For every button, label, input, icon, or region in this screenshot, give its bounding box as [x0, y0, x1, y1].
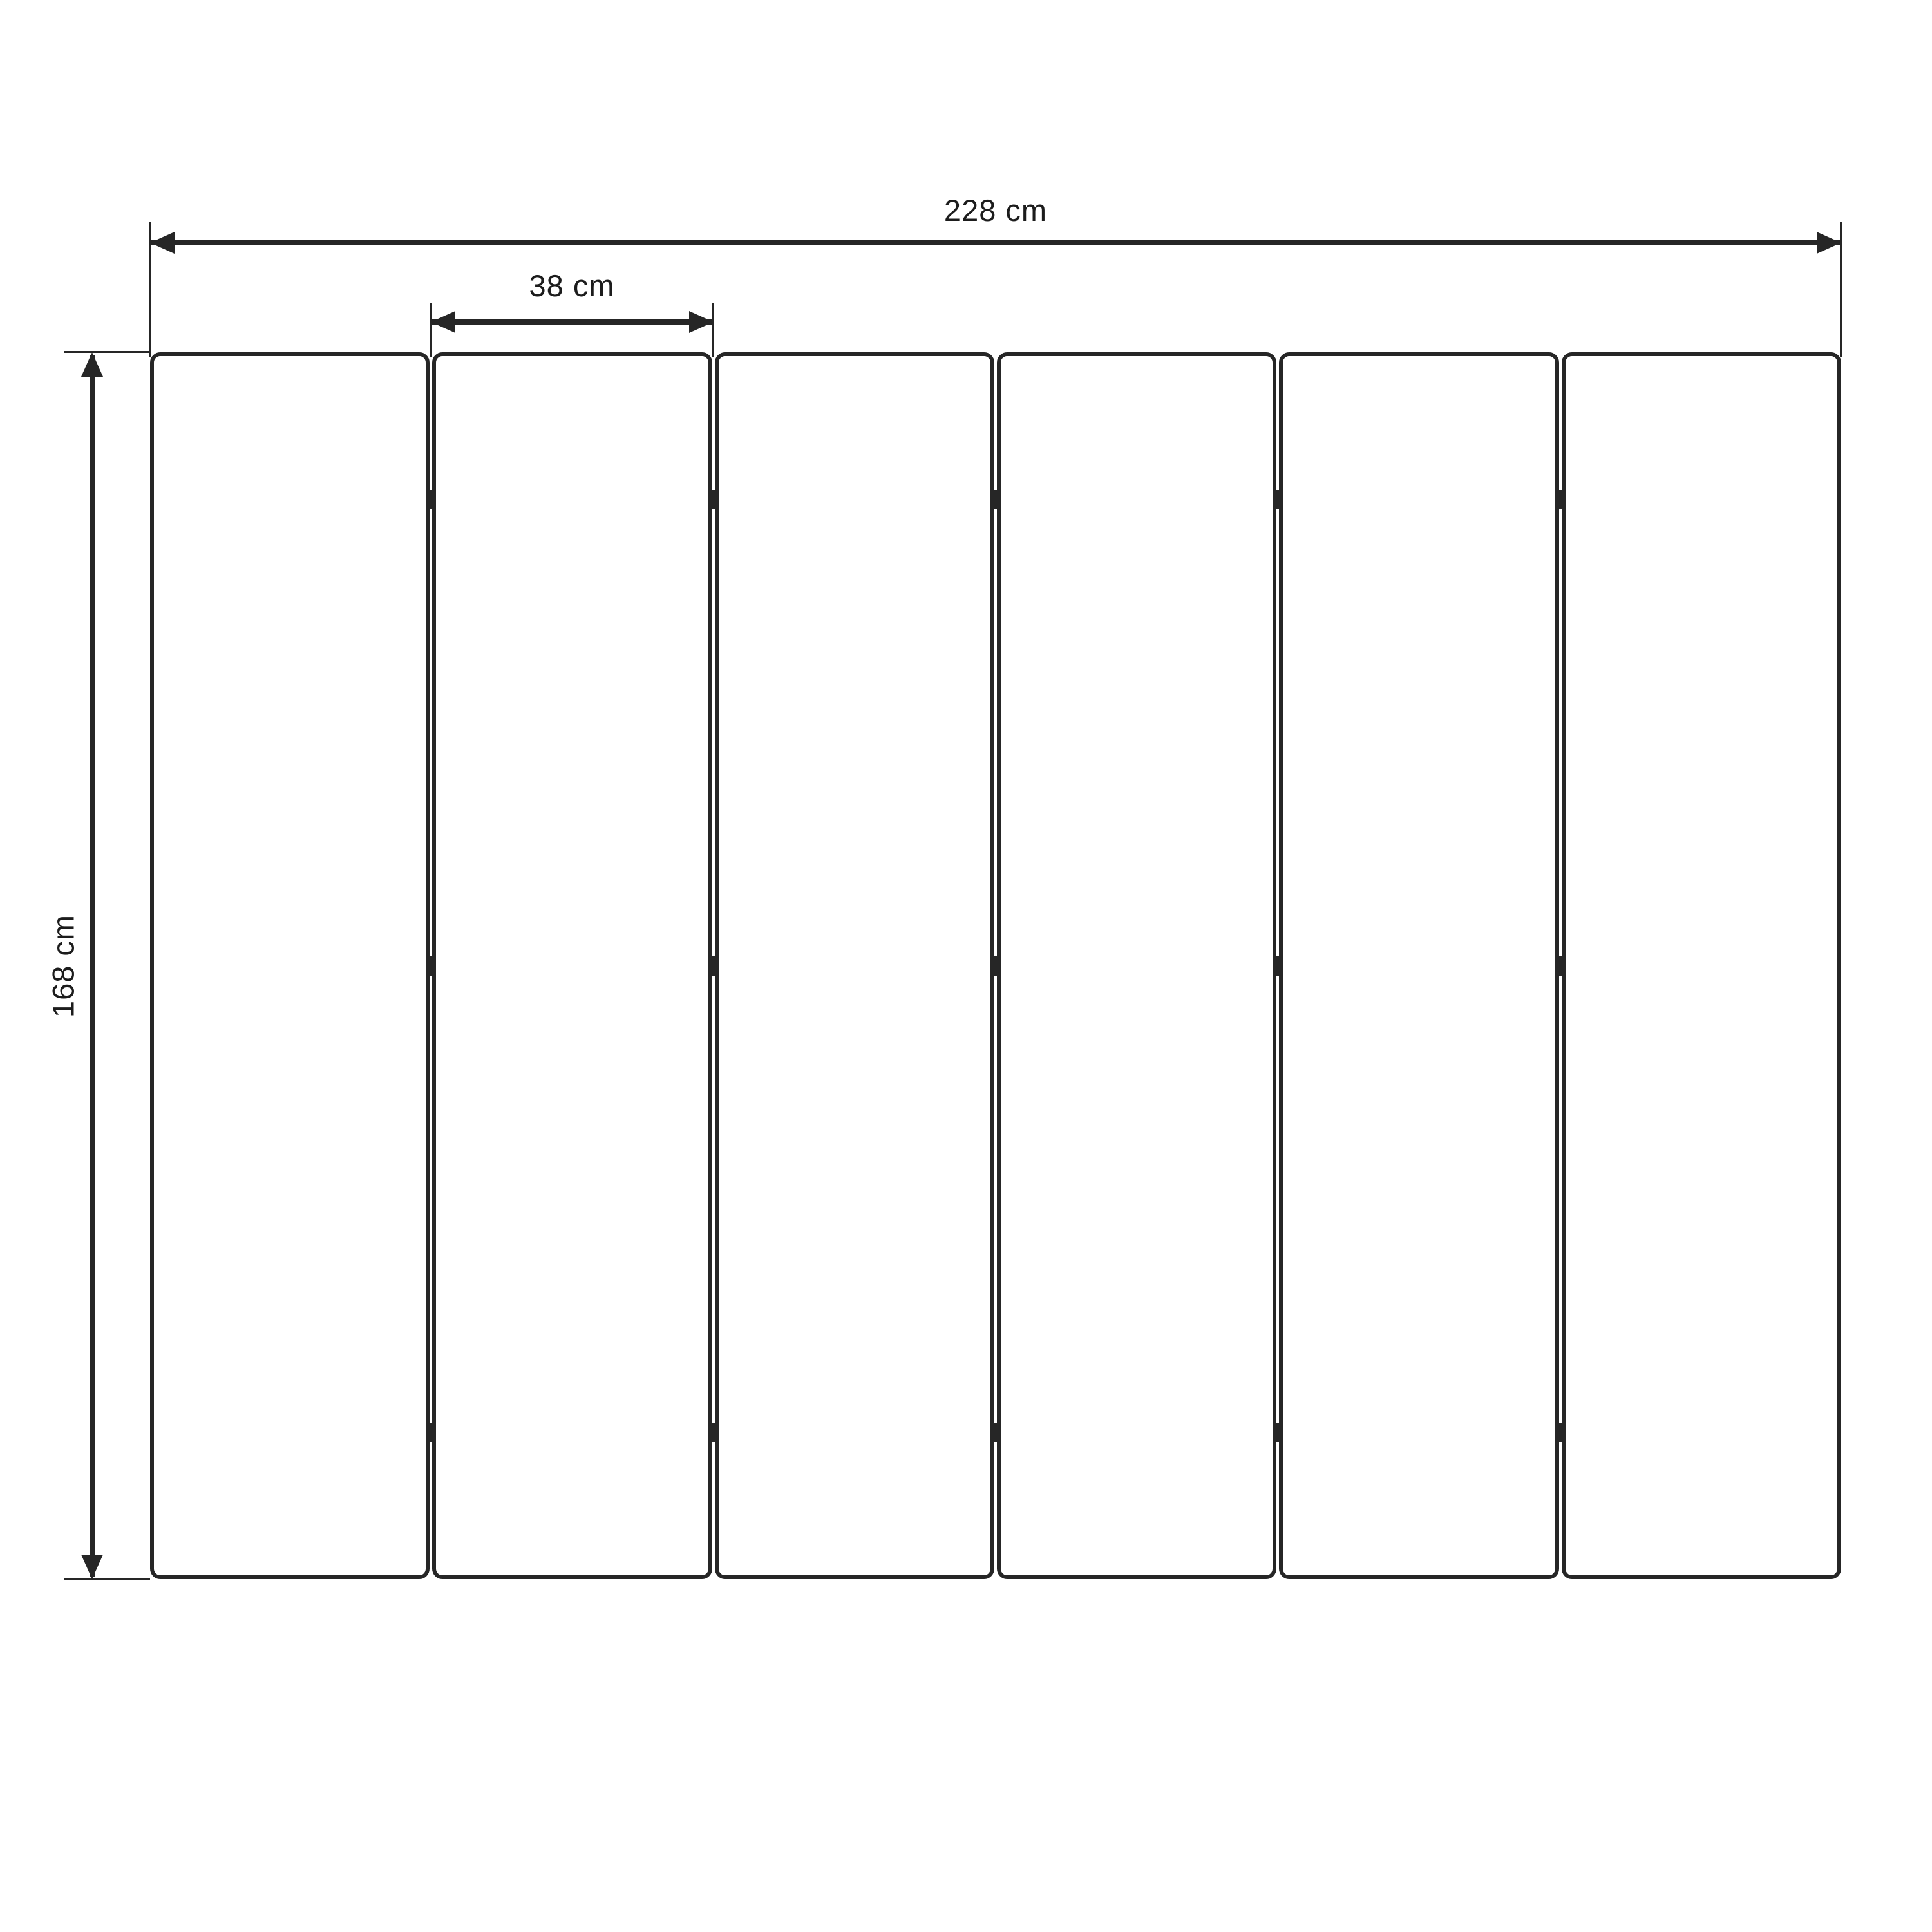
extension-line-top: [64, 351, 150, 353]
panel: [432, 352, 712, 1579]
hinge-mark: [710, 1423, 717, 1442]
arrowhead-up-icon: [81, 352, 103, 377]
arrowhead-left-icon: [431, 311, 455, 333]
hinge-mark: [992, 490, 999, 509]
panel: [997, 352, 1276, 1579]
hinge-mark: [1557, 956, 1564, 976]
hinge-mark: [1274, 490, 1282, 509]
arrowhead-down-icon: [81, 1555, 103, 1579]
arrowhead-right-icon: [1817, 232, 1841, 254]
hinge-mark: [1557, 1423, 1564, 1442]
panel: [1279, 352, 1558, 1579]
hinge-mark: [1274, 1423, 1282, 1442]
panels-row: [150, 352, 1841, 1579]
hinge-mark: [427, 956, 435, 976]
panel: [715, 352, 994, 1579]
total-width-dimension-line: [150, 240, 1841, 245]
hinge-mark: [710, 956, 717, 976]
panel-width-dimension-line: [431, 319, 714, 325]
hinge-mark: [992, 956, 999, 976]
height-dimension-line: [90, 355, 95, 1577]
hinge-mark: [710, 490, 717, 509]
hinge-mark: [1557, 490, 1564, 509]
hinge-mark: [427, 490, 435, 509]
hinge-mark: [1274, 956, 1282, 976]
total-width-dimension-label: 228 cm: [943, 193, 1048, 227]
extension-line-bottom: [64, 1578, 150, 1580]
hinge-mark: [427, 1423, 435, 1442]
panel-width-dimension-label: 38 cm: [529, 269, 615, 303]
hinge-mark: [992, 1423, 999, 1442]
panel: [150, 352, 430, 1579]
arrowhead-right-icon: [689, 311, 714, 333]
height-dimension-label: 168 cm: [46, 914, 80, 1018]
panel: [1562, 352, 1841, 1579]
arrowhead-left-icon: [150, 232, 175, 254]
